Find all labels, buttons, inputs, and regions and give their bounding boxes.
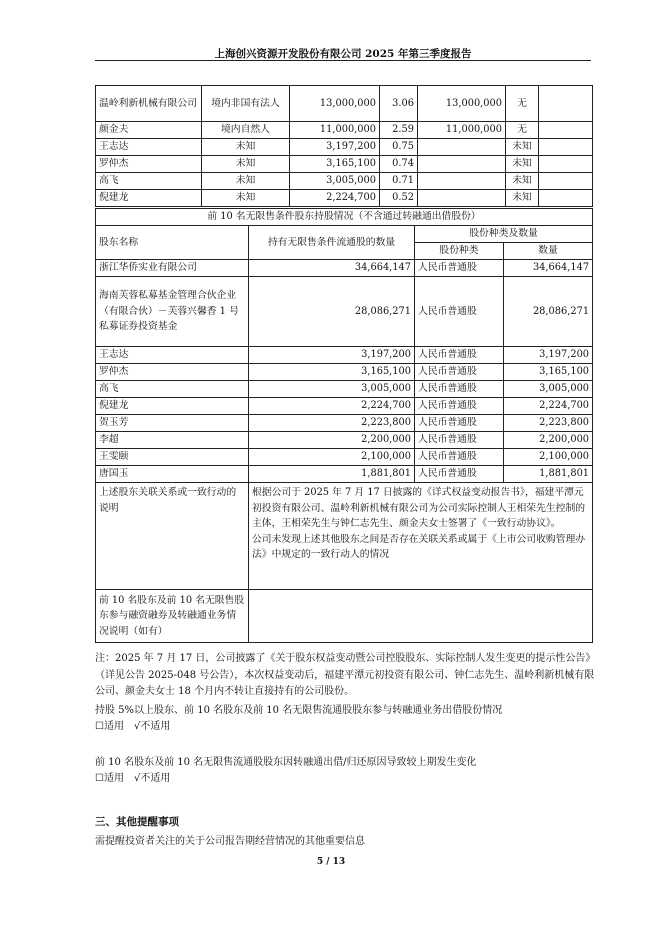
share-type: 人民币普通股 — [415, 260, 504, 277]
table-row — [96, 347, 593, 364]
shareholder-name: 李超 — [96, 432, 249, 449]
unrestricted-shares: 34,664,147 — [249, 260, 415, 277]
share-qty: 28,086,271 — [504, 277, 593, 347]
table-row — [96, 449, 593, 466]
table-row — [96, 260, 593, 277]
table-title: 前 10 名无限售条件股东持股情况（不含通过转融通出借股份） — [96, 209, 593, 226]
page-number: 5 / 13 — [316, 857, 346, 867]
share-qty: 3,197,200 — [504, 347, 593, 364]
pledge-status: 未知 — [506, 139, 539, 156]
page-header: 上海创兴资源开发股份有限公司 2025 年第三季度报告 — [214, 48, 472, 60]
unrestricted-shares: 1,881,801 — [249, 466, 415, 483]
shares-held: 2,224,700 — [290, 190, 380, 207]
pledge-quantity — [539, 86, 593, 122]
pledge-status: 未知 — [506, 190, 539, 207]
restricted-shares — [418, 173, 506, 190]
table-row — [96, 398, 593, 415]
shareholder-nature: 未知 — [202, 190, 290, 207]
header-rule — [95, 60, 591, 61]
share-qty: 2,200,000 — [504, 432, 593, 449]
share-type: 人民币普通股 — [415, 432, 504, 449]
note-paragraph: 注：2025 年 7 月 17 日，公司披露了《关于股东权益变动暨公司控股股东、实际控制人发生变更的提示性公告》（详见公告 2025-048 号公告），本次权益变动后，福建平潭元初投资有限公司、钟仁志先生、温岭利新机械有限公司、颜金夫女士 18 个月内不转让直接持有的公司股份。 — [95, 653, 595, 697]
unrestricted-shares: 3,005,000 — [249, 381, 415, 398]
top10-shareholders-table — [95, 85, 593, 207]
restricted-shares — [418, 156, 506, 173]
pledge-quantity — [539, 139, 593, 156]
shareholder-name: 浙江华侨实业有限公司 — [96, 260, 249, 277]
shareholder-name: 倪建龙 — [96, 398, 249, 415]
share-type: 人民币普通股 — [415, 277, 504, 347]
share-qty: 2,100,000 — [504, 449, 593, 466]
share-qty: 2,224,700 — [504, 398, 593, 415]
share-percent: 0.75 — [380, 139, 418, 156]
share-type: 人民币普通股 — [415, 415, 504, 432]
shareholder-nature: 未知 — [202, 156, 290, 173]
margin-trading-text — [249, 590, 593, 643]
share-type: 人民币普通股 — [415, 381, 504, 398]
share-type: 人民币普通股 — [415, 398, 504, 415]
restricted-shares: 13,000,000 — [418, 86, 506, 122]
lending-options: ☐适用 √不适用 — [95, 721, 171, 732]
lending-change-options: ☐适用 √不适用 — [95, 773, 171, 784]
unrestricted-shares: 2,100,000 — [249, 449, 415, 466]
table-row — [96, 86, 593, 122]
share-type: 人民币普通股 — [415, 449, 504, 466]
shareholder-name: 高飞 — [96, 381, 249, 398]
pledge-quantity — [539, 173, 593, 190]
share-type: 人民币普通股 — [415, 466, 504, 483]
col-header-name: 股东名称 — [96, 226, 249, 260]
shares-held: 3,005,000 — [290, 173, 380, 190]
shareholder-name: 王雯颐 — [96, 449, 249, 466]
table-row — [96, 277, 593, 347]
section-text: 需提醒投资者关注的关于公司报告期经营情况的其他重要信息 — [95, 836, 365, 847]
margin-trading-row — [96, 590, 593, 643]
pledge-quantity — [539, 190, 593, 207]
col-header-qty: 数量 — [504, 243, 593, 260]
shareholder-name: 贺玉芳 — [96, 415, 249, 432]
shareholder-name: 罗仲杰 — [96, 156, 202, 173]
share-qty: 3,005,000 — [504, 381, 593, 398]
unrestricted-shares: 3,197,200 — [249, 347, 415, 364]
restricted-shares: 11,000,000 — [418, 122, 506, 139]
share-percent: 0.71 — [380, 173, 418, 190]
share-type: 人民币普通股 — [415, 364, 504, 381]
restricted-shares — [418, 190, 506, 207]
shares-held: 13,000,000 — [290, 86, 380, 122]
shares-held: 3,197,200 — [290, 139, 380, 156]
shareholder-name: 倪建龙 — [96, 190, 202, 207]
pledge-status: 无 — [506, 122, 539, 139]
table-row — [96, 415, 593, 432]
shareholder-name: 海南芙蓉私募基金管理合伙企业（有限合伙）－芙蓉兴馨香 1 号私募证券投资基金 — [96, 277, 249, 347]
table-row — [96, 122, 593, 139]
unrestricted-shares: 28,086,271 — [249, 277, 415, 347]
unrestricted-shares: 2,224,700 — [249, 398, 415, 415]
shareholder-nature: 境内非国有法人 — [202, 86, 290, 122]
shares-held: 3,165,100 — [290, 156, 380, 173]
related-party-paragraph-2: 公司未发现上述其他股东之间是否存在关联关系或属于《上市公司收购管理办法》中规定的一致行动人的情况 — [252, 533, 586, 560]
section-title: 三、其他提醒事项 — [95, 816, 179, 828]
table-row — [96, 432, 593, 449]
table-row — [96, 364, 593, 381]
shareholder-nature: 未知 — [202, 139, 290, 156]
unrestricted-shareholders-table — [95, 208, 593, 643]
col-header-type-group: 股份种类及数量 — [415, 226, 593, 243]
shareholder-name: 颜金夫 — [96, 122, 202, 139]
lending-change-question: 前 10 名股东及前 10 名无限售流通股股东因转融通出借/归还原因导致较上期发生变化 — [95, 757, 477, 768]
shareholder-name: 高飞 — [96, 173, 202, 190]
share-qty: 2,223,800 — [504, 415, 593, 432]
related-party-label: 上述股东关联关系或一致行动的说明 — [96, 483, 249, 590]
table-row — [96, 190, 593, 207]
share-qty: 34,664,147 — [504, 260, 593, 277]
col-header-type: 股份种类 — [415, 243, 504, 260]
share-percent: 2.59 — [380, 122, 418, 139]
table-row — [96, 139, 593, 156]
restricted-shares — [418, 139, 506, 156]
pledge-quantity — [539, 122, 593, 139]
table-row — [96, 173, 593, 190]
table-row — [96, 156, 593, 173]
table-header-row — [96, 226, 593, 243]
shareholder-name: 王志达 — [96, 347, 249, 364]
share-percent: 3.06 — [380, 86, 418, 122]
col-header-shares: 持有无限售条件流通股的数量 — [249, 226, 415, 260]
pledge-status: 无 — [506, 86, 539, 122]
share-type: 人民币普通股 — [415, 347, 504, 364]
unrestricted-shares: 2,200,000 — [249, 432, 415, 449]
shareholder-name: 王志达 — [96, 139, 202, 156]
shareholder-name: 罗仲杰 — [96, 364, 249, 381]
share-qty: 3,165,100 — [504, 364, 593, 381]
unrestricted-shares: 3,165,100 — [249, 364, 415, 381]
related-party-row — [96, 483, 593, 590]
share-percent: 0.74 — [380, 156, 418, 173]
table-row — [96, 466, 593, 483]
lending-question: 持股 5%以上股东、前 10 名股东及前 10 名无限售流通股股东参与转融通业务出借股份情况 — [95, 705, 503, 716]
related-party-text — [249, 483, 593, 590]
shareholder-nature: 境内自然人 — [202, 122, 290, 139]
shares-held: 11,000,000 — [290, 122, 380, 139]
margin-trading-label: 前 10 名股东及前 10 名无限售股东参与融资融券及转融通业务情况说明（如有） — [96, 590, 249, 643]
share-percent: 0.52 — [380, 190, 418, 207]
shareholder-name: 唐国玉 — [96, 466, 249, 483]
pledge-status: 未知 — [506, 173, 539, 190]
unrestricted-shares: 2,223,800 — [249, 415, 415, 432]
table-row — [96, 381, 593, 398]
table-title-row — [96, 209, 593, 226]
related-party-paragraph-1: 根据公司于 2025 年 7 月 17 日披露的《详式权益变动报告书》，福建平潭元初投资有限公司、温岭利新机械有限公司为公司实际控制人王相荣先生控制的主体，王相荣先生与钟仁志先生、颜金夫女士签署了《一致行动协议》。 — [252, 487, 586, 529]
share-qty: 1,881,801 — [504, 466, 593, 483]
pledge-quantity — [539, 156, 593, 173]
pledge-status: 未知 — [506, 156, 539, 173]
shareholder-nature: 未知 — [202, 173, 290, 190]
shareholder-name: 温岭利新机械有限公司 — [96, 86, 202, 122]
